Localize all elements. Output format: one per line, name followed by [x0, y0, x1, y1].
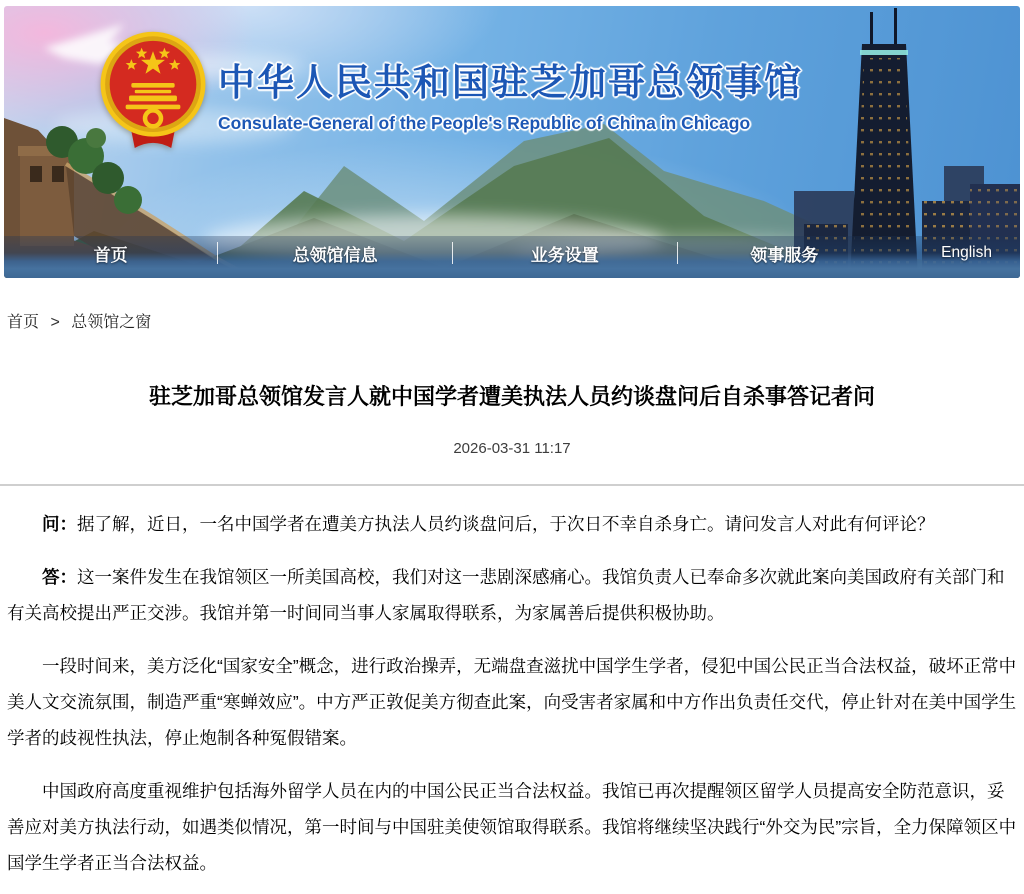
- breadcrumb-current-link[interactable]: 总领馆之窗: [71, 314, 152, 331]
- article-paragraph-answer-2: [7, 648, 1017, 756]
- paragraph-text: 据了解，近日，一名中国学者在遭美方执法人员约谈盘问后，于次日不幸自杀身亡。请问发言人对此有何评论？: [77, 514, 935, 534]
- china-national-emblem-icon: [96, 30, 210, 152]
- nav-item-consulate-info[interactable]: 总领馆信息: [292, 245, 378, 265]
- paragraph-text: 这一案件发生在我馆领区一所美国高校，我们对这一悲剧深感痛心。我馆负责人已奉命多次就此案向美国政府有关部门和有关高校提出严正交涉。我馆并第一时间同当事人家属取得联系，为家属善后提供积极协助。: [7, 567, 1005, 623]
- article-paragraph-answer-1: [7, 559, 1017, 631]
- paragraph-text: 一段时间来，美方泛化“国家安全”概念，进行政治操弄，无端盘查滋扰中国学生学者，侵犯中国公民正当合法权益，破坏正常中美人文交流氛围，制造严重“寒蝉效应”。中方严正敦促美方彻查此案，向受害者家属和中方作出负责任交代，停止针对在美中国学生学者的歧视性执法，停止炮制各种冤假错案。: [7, 656, 1017, 748]
- article-body: [0, 506, 1024, 881]
- article-paragraph-question: [7, 506, 1017, 542]
- article-paragraph-answer-3: [7, 773, 1017, 881]
- page: [0, 6, 1024, 881]
- site-title-chinese: 中华人民共和国驻芝加哥总领事馆: [218, 62, 803, 103]
- site-title-english: Consulate-General of the People's Republic of China in Chicago: [218, 113, 751, 133]
- breadcrumb-separator: >: [50, 314, 60, 331]
- paragraph-text: 中国政府高度重视维护包括海外留学人员在内的中国公民正当合法权益。我馆已再次提醒领区留学人员提高安全防范意识，妥善应对美方执法行动，如遇类似情况，第一时间与中国驻美使领馆取得联系。我馆将继续坚决践行“外交为民”宗旨，全力保障领区中国学生学者正当合法权益。: [7, 781, 1017, 873]
- paragraph-prefix: 答：: [42, 567, 77, 587]
- breadcrumb-home-link[interactable]: 首页: [7, 314, 40, 331]
- paragraph-prefix: 问：: [42, 514, 77, 534]
- article: [0, 380, 1024, 881]
- breadcrumb: [7, 309, 1024, 332]
- banner-titles: [218, 52, 803, 134]
- nav-item-consular-services[interactable]: 领事服务: [750, 245, 819, 265]
- site-banner: [4, 6, 1020, 278]
- nav-item-english[interactable]: English: [941, 244, 992, 261]
- nav-item-home[interactable]: 首页: [93, 245, 128, 265]
- main-nav: [4, 236, 1020, 278]
- article-title: 驻芝加哥总领馆发言人就中国学者遭美执法人员约谈盘问后自杀事答记者问: [148, 384, 875, 409]
- nav-item-services-setup[interactable]: 业务设置: [530, 245, 599, 265]
- article-date: 2026-03-31 11:17: [453, 440, 571, 457]
- title-divider: [0, 484, 1024, 486]
